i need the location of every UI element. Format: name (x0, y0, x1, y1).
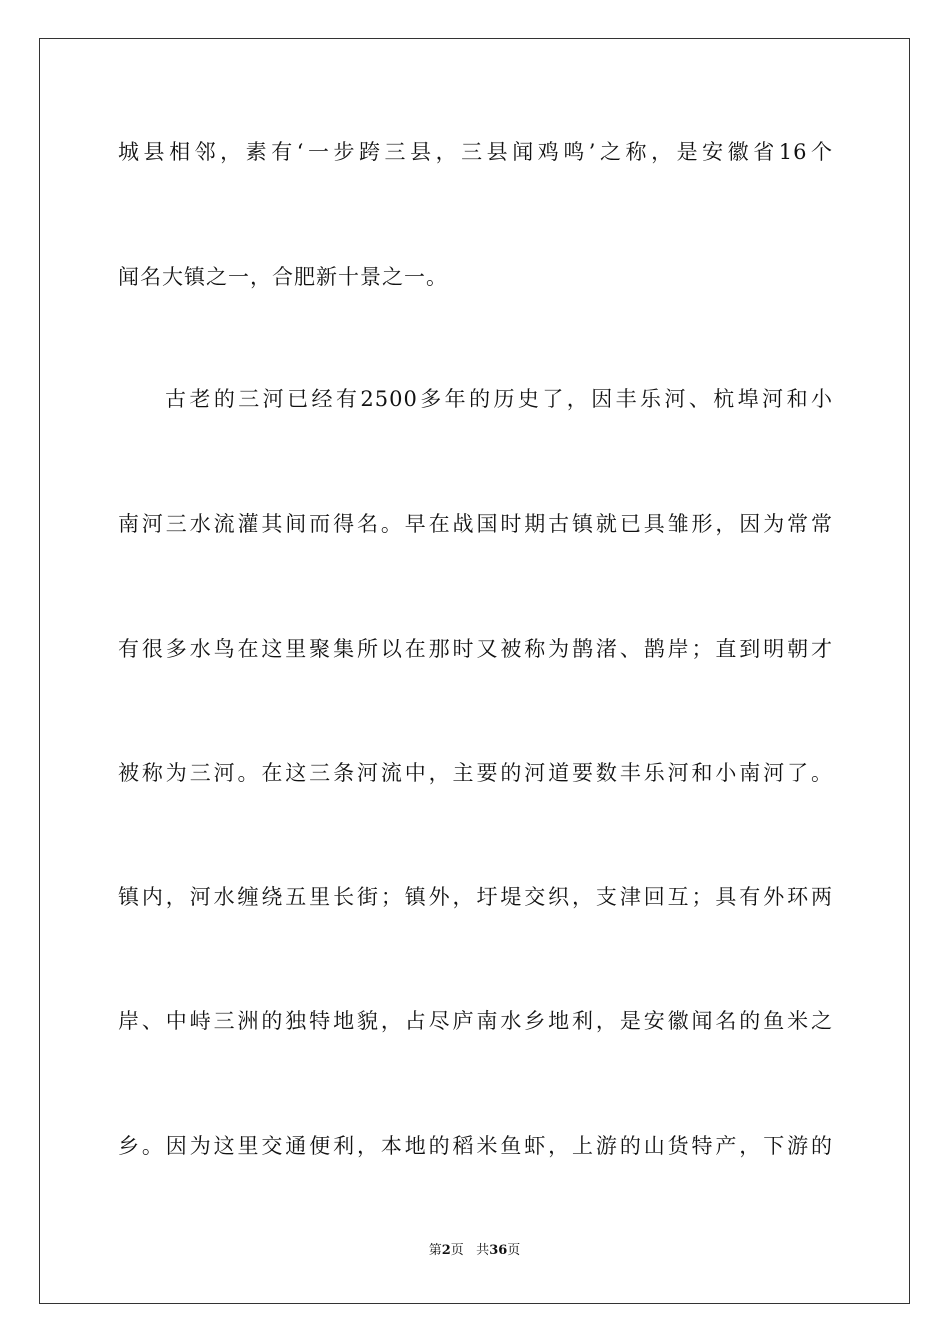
text-line: 被称为三河。在这三条河流中，主要的河道要数丰乐河和小南河了。 (118, 761, 833, 785)
total-label-prefix: 共 (476, 1243, 490, 1258)
page-label-prefix: 第 (428, 1243, 442, 1258)
page-footer (40, 1242, 909, 1260)
paragraph-first-line: 古老的三河已经有2500多年的历史了，因丰乐河、杭埠河和小 (165, 387, 833, 411)
text-line: 南河三水流灌其间而得名。早在战国时期古镇就已具雏形，因为常常 (118, 512, 833, 536)
page-frame (39, 38, 910, 1304)
page-number: 2 (441, 1243, 451, 1258)
text-line: 闻名大镇之一，合肥新十景之一。 (118, 265, 448, 289)
page-label-suffix: 页 (450, 1243, 464, 1258)
text-line: 城县相邻，素有‘一步跨三县，三县闻鸡鸣’之称，是安徽省16个 (118, 140, 833, 164)
text-line: 有很多水鸟在这里聚集所以在那时又被称为鹊渚、鹊岸；直到明朝才 (118, 637, 833, 661)
text-line: 岸、中峙三洲的独特地貌，占尽庐南水乡地利，是安徽闻名的鱼米之 (118, 1009, 833, 1033)
total-label-suffix: 页 (507, 1243, 521, 1258)
total-pages: 36 (489, 1243, 508, 1258)
text-line: 镇内，河水缠绕五里长街；镇外，圩堤交织，支津回互；具有外环两 (118, 885, 833, 909)
text-line: 乡。因为这里交通便利，本地的稻米鱼虾，上游的山货特产，下游的 (118, 1134, 833, 1158)
